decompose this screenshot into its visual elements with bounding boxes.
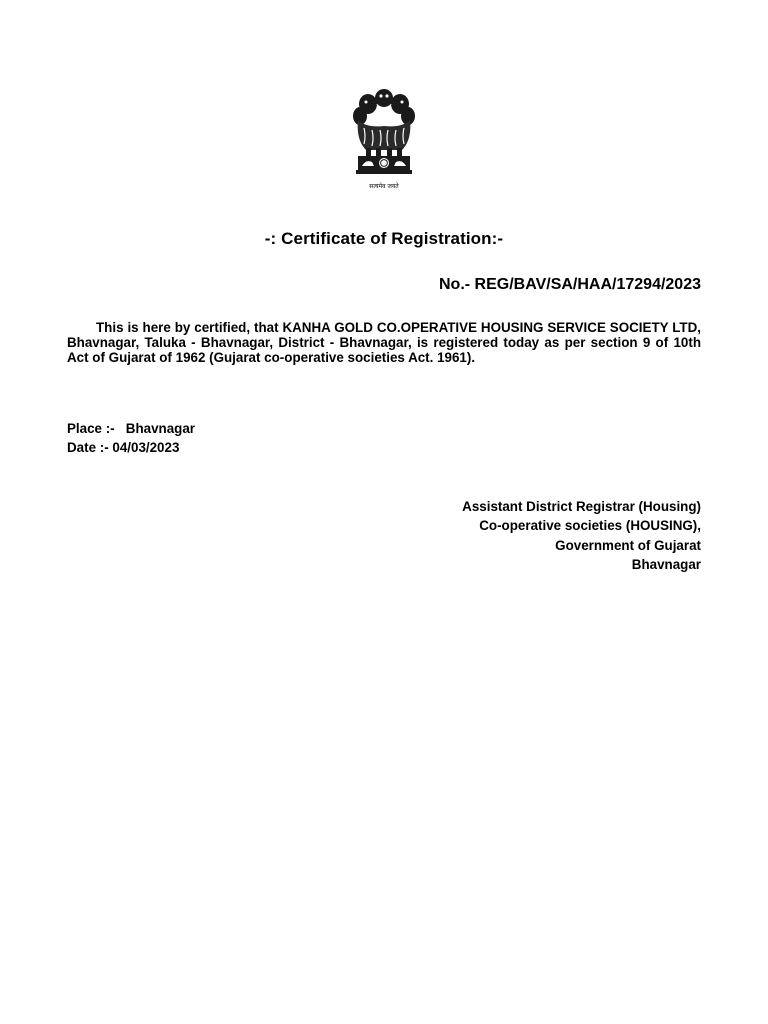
signatory-department: Co-operative societies (HOUSING), (479, 518, 701, 533)
date-line: Date :- 04/03/2023 (67, 440, 180, 455)
national-emblem-icon (346, 84, 422, 194)
signatory-designation: Assistant District Registrar (Housing) (462, 499, 701, 514)
signatory-location: Bhavnagar (631, 557, 701, 572)
place-line: Place :- Bhavnagar (67, 421, 196, 436)
emblem-motto: सत्यमेव जयते (369, 183, 399, 190)
certificate-body: This is here by certified, that KANHA GOLD CO.OPERATIVE HOUSING SERVICE SOCIETY LTD, Bhavnagar, Taluka - Bhavnagar, District - Bhavnagar, is registered today as per section 9 of 10th Act of Gujarat of 1962 (Gujarat co-operative societies Act. 1961). (67, 320, 701, 365)
registration-number: No.- REG/BAV/SA/HAA/17294/2023 (438, 276, 701, 293)
certificate-title: -: Certificate of Registration:- (264, 229, 504, 248)
signatory-government: Government of Gujarat (555, 538, 701, 553)
